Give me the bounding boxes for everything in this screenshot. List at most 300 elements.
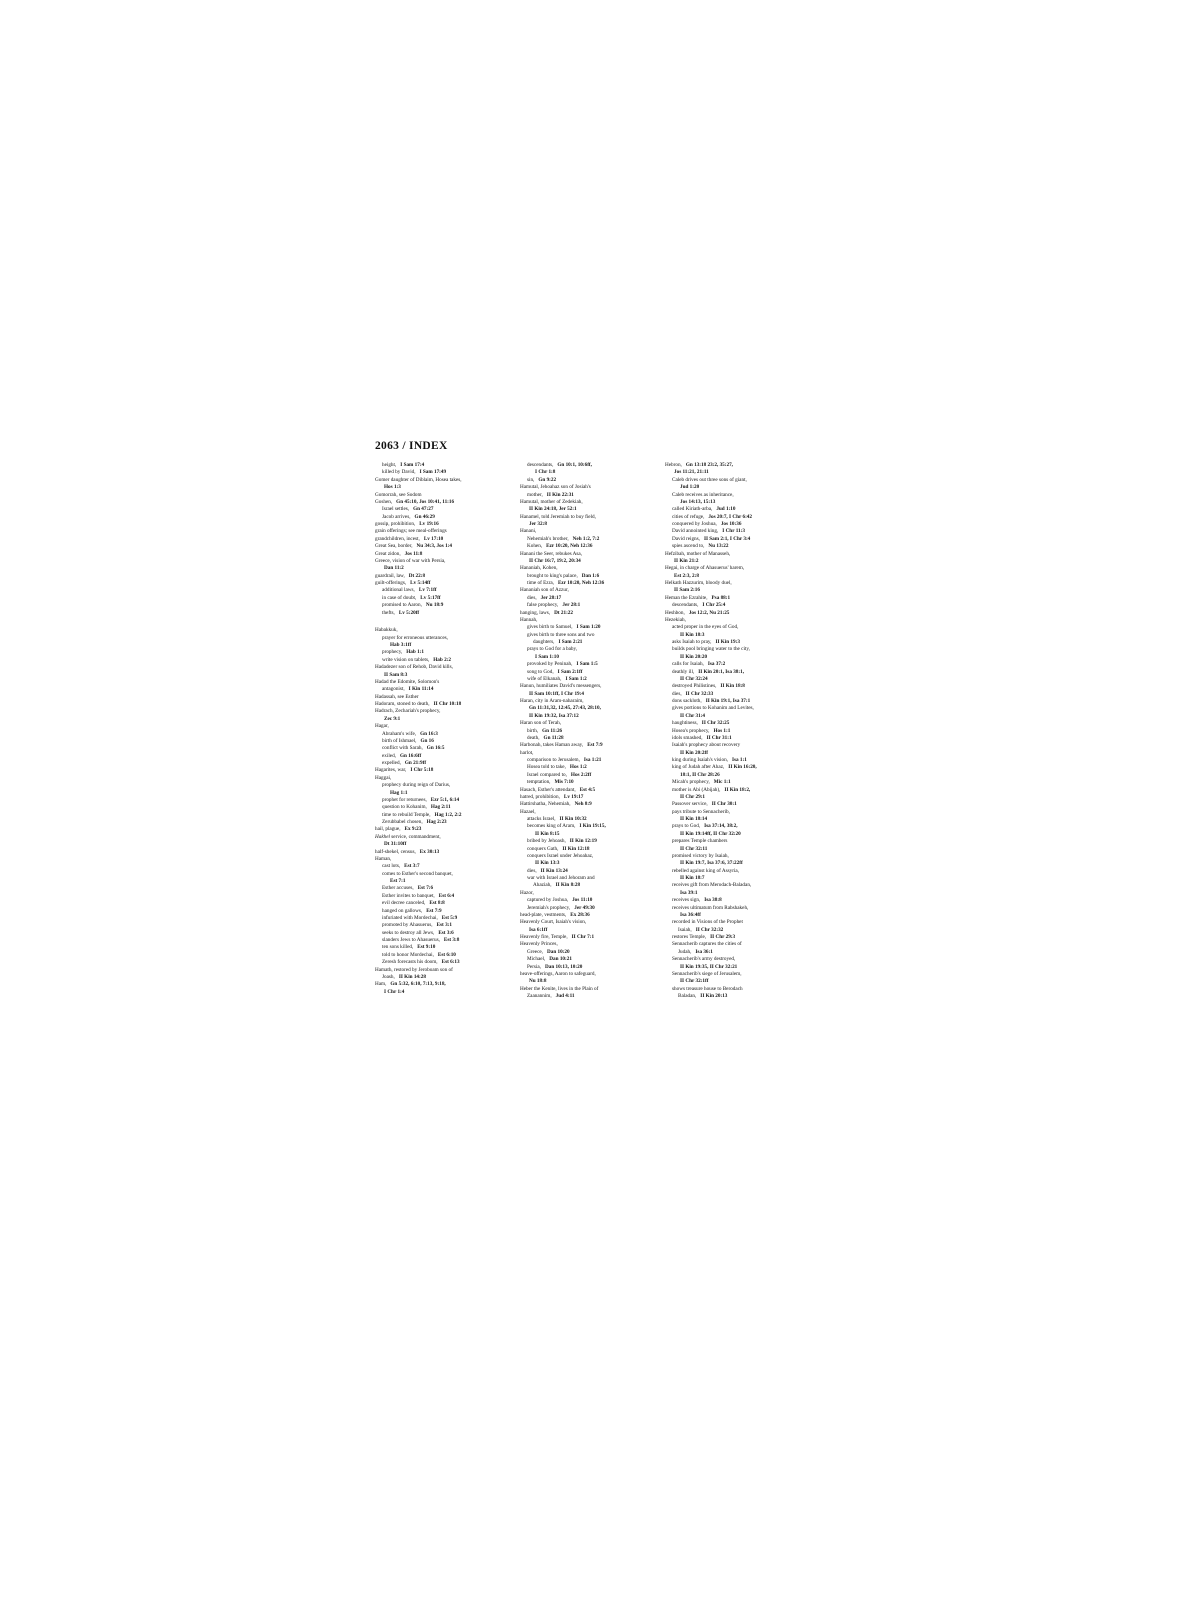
index-entry-reference: Est 6:4 [438, 892, 455, 899]
index-entry-reference: I Kin 19:15, [579, 823, 606, 830]
index-entry [665, 927, 800, 934]
index-entry-text: Hefzibah, mother of Manasseh, [665, 550, 731, 557]
index-entry-reference: Jos 20:7, I Chr 6:42 [708, 513, 752, 520]
index-entry-reference: Lv 5:14ff [410, 580, 431, 586]
index-entry-reference: II Kin 19:3 [715, 639, 740, 645]
index-entry-reference: Isa 36:1 [695, 948, 713, 955]
index-entry-reference: II Kin 20:2ff [680, 749, 708, 756]
index-entry-text: infuriated with Mordechai, [382, 914, 438, 921]
index-entry [375, 469, 510, 476]
index-entry-text: descendants, [672, 602, 699, 609]
index-entry [665, 890, 800, 897]
index-entry [375, 797, 510, 804]
index-column-2 [520, 462, 655, 1000]
index-entry [665, 536, 800, 543]
index-entry [375, 878, 510, 885]
index-entry-reference: Gn 11:26 [542, 727, 563, 734]
index-entry-text: Hanamel, told Jeremiah to buy field, [520, 513, 596, 520]
index-entry-text: haughtiness, [672, 720, 698, 727]
index-entry-reference: Ezr 5:1, 6:14 [430, 796, 460, 803]
index-entry-text: Helkath Hazzurim, bloody duel, [665, 580, 732, 586]
index-entry [520, 587, 655, 594]
index-entry-text: Hananiah, Kohen, [520, 565, 558, 572]
index-entry-text: mother, [527, 491, 543, 498]
index-entry [520, 971, 655, 978]
index-entry [520, 728, 655, 735]
index-entry [520, 735, 655, 742]
index-entry-reference: Gn 10:1, 10:6ff, [557, 462, 592, 468]
index-entry [520, 484, 655, 491]
index-entry [520, 617, 655, 624]
index-entry-text: Hamath, restored by Jeroboam son of [375, 966, 453, 973]
index-entry [375, 790, 510, 797]
index-entry [375, 871, 510, 878]
index-entry-text: harlot, [520, 749, 534, 756]
index-entry [520, 764, 655, 771]
index-entry [665, 580, 800, 587]
index-entry-text: Hazael, [520, 808, 536, 815]
index-entry-reference: Ex 9:23 [404, 826, 422, 833]
index-entry-text: Sennacherib's army destroyed, [672, 956, 736, 963]
index-entry-reference: Jos 12:2, Nu 21:25 [688, 609, 730, 616]
index-entry-reference: Hag 1:2, 2:2 [434, 811, 462, 818]
index-entry [375, 900, 510, 907]
index-entry-reference: Nu 34:3, Jos 1:4 [416, 543, 452, 550]
index-entry-text: prays to God for a baby, [527, 646, 578, 653]
index-entry-text: captured by Joshua, [527, 897, 569, 904]
index-entry-reference: Dt 22:8 [408, 572, 426, 579]
index-entry [665, 469, 800, 476]
index-entry-text: gossip, prohibition, [375, 521, 416, 527]
index-entry-text: builds pool bringing water to the city, [672, 646, 750, 653]
index-entry-text: David annointed king, [672, 528, 719, 535]
index-entry [665, 735, 800, 742]
index-entry [665, 624, 800, 631]
index-entry-text: war with Israel and Jehoram and [527, 875, 595, 881]
index-entry-reference: Hos 1:1 [713, 727, 731, 734]
index-entry [375, 477, 510, 484]
index-entry-reference: II Kin 10:32 [559, 816, 587, 822]
index-entry-text: additional laws, [382, 587, 415, 594]
index-entry-reference: Lv 7:1ff [418, 587, 437, 594]
index-entry [375, 974, 510, 981]
index-entry [665, 632, 800, 639]
index-entry [665, 728, 800, 735]
index-entry [520, 492, 655, 499]
index-entry-reference: Zec 9:1 [384, 715, 401, 722]
index-entry-text: Hanani, [520, 528, 537, 535]
index-entry-reference: Nu 13:22 [708, 543, 729, 550]
index-entry [375, 937, 510, 944]
index-entry-text: Micah's prophecy, [672, 779, 710, 786]
index-entry [520, 897, 655, 904]
index-entry-reference: I Chr 1:8 [535, 469, 556, 476]
index-entry [375, 908, 510, 915]
index-entry-reference: II Kin 20:13 [700, 993, 728, 999]
index-entry [665, 764, 800, 771]
index-entry [665, 787, 800, 794]
index-entry [520, 927, 655, 934]
index-entry [665, 956, 800, 963]
index-entry-reference: I Sam 2:21 [558, 639, 583, 645]
index-entry-reference: II Kin 22:31 [546, 491, 574, 498]
index-entry [520, 964, 655, 971]
index-entry-text: half-shekel, census, [375, 848, 416, 855]
index-entry-text: rebelled against king of Assyria, [672, 867, 739, 874]
index-entry [665, 986, 800, 993]
index-entry-text: guilt-offerings, [375, 580, 407, 586]
index-entry [375, 602, 510, 609]
index-entry-reference: Gn 46:29 [414, 513, 435, 520]
index-entry-reference: II Chr 31:4 [680, 712, 705, 719]
index-entry-reference: II Chr 10:18 [433, 701, 462, 707]
index-entry [665, 492, 800, 499]
index-entry-text: daughters, [533, 639, 555, 645]
index-entry-text: receives gift from Merodach-Baladan, [672, 882, 752, 889]
index-entry-reference: Jos 10:36 [720, 521, 742, 527]
index-entry [520, 624, 655, 631]
index-entry [665, 905, 800, 912]
index-entry-reference: Dt 21:22 [554, 609, 573, 616]
index-entry-reference: Nu 18:8 [529, 978, 547, 985]
index-entry-reference: Hag 1:1 [390, 789, 408, 796]
index-entry [375, 782, 510, 789]
index-entry-text: Haggai, [375, 774, 392, 781]
index-entry-text: Hosea told to take, [527, 764, 566, 771]
index-entry-reference: Isa 1:21 [583, 757, 602, 763]
index-entry [665, 683, 800, 690]
index-entry [665, 971, 800, 978]
index-entry-text: time to rebuild Temple, [382, 811, 431, 818]
index-entry [665, 565, 800, 572]
index-entry-reference: II Kin 19:32, Isa 37:12 [529, 712, 579, 719]
index-entry [665, 514, 800, 521]
index-entry-text: conquers Israel under Jehoahaz, [527, 852, 594, 859]
index-entry-reference: Isa 38:8 [704, 897, 722, 904]
index-entry [665, 462, 800, 469]
index-entry-reference: II Kin 20:20 [680, 653, 708, 660]
index-entry [520, 986, 655, 993]
index-entry-text: Heavenly Court, Isaiah's vision, [520, 919, 587, 926]
index-entry [375, 893, 510, 900]
index-entry-reference: II Kin 19:35, II Chr 32:21 [680, 963, 738, 970]
index-entry-reference: Dan 10:20 [546, 948, 570, 955]
index-entry-text: Caleb receives as inheritance, [672, 491, 734, 498]
index-entry-text: Kohen, [527, 543, 543, 550]
index-entry [375, 558, 510, 565]
index-entry-text: Heber the Kenite, lives in the Plain of [520, 985, 599, 992]
index-entry [520, 750, 655, 757]
index-entry-reference: Jer 28:17 [540, 594, 562, 601]
index-entry-reference: Hos 2:2ff [570, 771, 592, 778]
index-entry [520, 787, 655, 794]
index-entry-text: Hegai, in charge of Ahasuerus' harem, [665, 565, 745, 572]
index-entry-reference: II Kin 13:24 [540, 867, 568, 874]
index-entry [375, 573, 510, 580]
index-entry-reference: Dan 10:21 [549, 956, 572, 963]
index-entry-reference: II Kin 19:7, Isa 37:6, 37:22ff [680, 860, 743, 867]
index-entry-text: cast lots, [382, 863, 401, 870]
index-entry [375, 753, 510, 760]
index-entry-reference: Hag 2:11 [430, 804, 451, 811]
index-entry-text: Hannah, [520, 616, 538, 623]
index-entry-reference: II Kin 19:1, Isa 37:1 [705, 698, 751, 704]
index-entry [520, 573, 655, 580]
index-entry-text: Zeresh forecasts his doom, [382, 959, 438, 966]
index-entry-text: attacks Israel, [527, 816, 556, 822]
index-entry-text: conflict with Sarah, [382, 745, 423, 752]
index-entry [375, 716, 510, 723]
index-entry [375, 679, 510, 686]
index-entry-text: Esther invites to banquet, [382, 892, 435, 899]
index-entry [520, 846, 655, 853]
index-entry [520, 853, 655, 860]
index-entry-reference: II Kin 12:18 [562, 845, 590, 852]
index-entry-reference: Est 2:3, 2:8 [674, 572, 699, 579]
index-entry-text: time of Ezra, [527, 580, 554, 586]
index-entry-reference: Ex 30:13 [419, 848, 440, 855]
index-entry-text: calls for Isaiah, [672, 661, 704, 668]
index-entry [665, 506, 800, 513]
index-entry [520, 919, 655, 926]
index-entry-reference: Jud 1:10 [716, 506, 736, 513]
index-entry [375, 804, 510, 811]
index-entry-reference: Jos 14:13, 15:13 [680, 498, 716, 505]
index-entry [665, 639, 800, 646]
index-entry-text: conquered by Joshua, [672, 521, 717, 527]
index-entry [520, 801, 655, 808]
index-entry [665, 838, 800, 845]
index-entry-reference: Mic 1:1 [713, 779, 731, 786]
index-entry-text: Great zidon, [375, 550, 401, 557]
index-entry-text: Isaiah's prophecy about recovery [672, 742, 741, 749]
index-entry-reference: II Kin 12:19 [569, 838, 597, 845]
index-entry-text: spies ascend to, [672, 543, 705, 550]
index-entry-text: Greece, vision of war with Persia, [375, 557, 446, 564]
index-entry-reference: II Chr 32:1ff [680, 978, 709, 985]
index-entry-text: bribed by Jehoash, [527, 838, 566, 845]
index-entry-text: grain offerings; see meal-offerings [375, 528, 447, 535]
index-entry-text: Persia, [527, 963, 541, 970]
index-entry-reference: Est 3:7 [404, 863, 420, 870]
index-entry-text: comparison to Jerusalem, [527, 757, 580, 763]
index-entry [520, 610, 655, 617]
index-entry-text: gives birth to three sons and two [527, 631, 595, 638]
index-entry [375, 849, 510, 856]
index-entry-reference: I Sam 1:5 [576, 661, 598, 668]
index-entry [520, 469, 655, 476]
index-entry-text: Isaiah, [678, 926, 692, 933]
index-entry-reference: II Sam 10:1ff, I Chr 19:4 [529, 690, 584, 697]
index-entry-reference: Gn 47:27 [413, 506, 434, 513]
index-entry [520, 868, 655, 875]
index-entry [520, 956, 655, 963]
index-entry-text: Goshen, [375, 498, 393, 505]
index-entry [375, 915, 510, 922]
index-entry-text: Baladan, [678, 993, 697, 999]
index-entry-text: hanging, laws, [520, 609, 551, 616]
index-entry [520, 831, 655, 838]
index-entry-reference: II Chr 16:7, 19:2, 20:34 [529, 557, 581, 564]
index-entry [520, 551, 655, 558]
index-entry-text: Hamutal, Jehoahaz son of Josiah's [520, 484, 591, 491]
index-entry [520, 794, 655, 801]
index-entry-text: Hadoram, stoned to death, [375, 701, 430, 707]
index-entry-reference: Est 3:6 [438, 929, 454, 936]
index-entry [520, 890, 655, 897]
index-entry [665, 602, 800, 609]
index-entry-reference: Isa 39:1 [680, 889, 698, 896]
index-entry-reference: Est 6:10 [437, 951, 456, 958]
index-entry-text: heave-offerings, Aaron to safeguard, [520, 970, 596, 977]
index-entry-reference: II Chr 32:32 [695, 926, 724, 933]
index-entry-text: restores Temple, [672, 934, 707, 940]
index-entry [665, 772, 800, 779]
index-entry-text: slanders Jews to Ahasuerus, [382, 937, 440, 943]
index-entry-reference: Gn 5:32, 6:10, 7:13, 9:18, [390, 981, 446, 988]
index-entry-text: Harbonah, takes Haman away, [520, 742, 584, 749]
index-entry-text: Habakkuk, [375, 627, 398, 634]
index-entry [665, 587, 800, 594]
index-entry-text: guardrail, law, [375, 572, 405, 579]
index-entry-reference: Gn 16:6ff [399, 752, 422, 759]
index-entry [665, 669, 800, 676]
index-entry-reference: Psa 88:1 [711, 594, 731, 601]
index-entry-reference: I Chr 11:3 [722, 528, 745, 535]
index-entry-reference: I Kin 11:14 [408, 686, 434, 693]
index-entry [665, 477, 800, 484]
index-entry [375, 672, 510, 679]
index-entry [375, 981, 510, 988]
index-entry-text: Michael, [527, 956, 546, 963]
index-entry [665, 713, 800, 720]
index-entry [665, 949, 800, 956]
index-entry [520, 742, 655, 749]
index-entry-reference: II Chr 29:1 [680, 793, 705, 800]
index-entry-text: Abraham's wife, [382, 730, 417, 737]
index-entry [375, 649, 510, 656]
index-entry [375, 642, 510, 649]
index-entry-text: evil decree canceled, [382, 900, 426, 907]
index-entry [520, 934, 655, 941]
index-entry-text: exiled, [382, 752, 396, 759]
index-entry [520, 809, 655, 816]
index-entry [520, 558, 655, 565]
index-entry [520, 705, 655, 712]
index-entry-reference: Dan 11:2 [384, 565, 404, 572]
index-entry-text: Hamutal, mother of Zedekiah, [520, 498, 583, 505]
index-entry-text: destroyed Philistines, [672, 683, 717, 690]
index-entry [665, 823, 800, 830]
index-entry-reference: Jud 4:11 [555, 993, 575, 999]
index-entry-reference: II Chr 32:11 [680, 845, 708, 852]
index-entry [665, 779, 800, 786]
index-entry-text: Ahaziah, [533, 882, 552, 889]
index-entry [520, 838, 655, 845]
index-entry [520, 912, 655, 919]
index-entry-text: ten sons killed, [382, 944, 414, 951]
index-entry [665, 941, 800, 948]
index-entry-text: Israel settles, [382, 506, 410, 513]
index-entry-reference: Nu 18:9 [425, 602, 444, 609]
index-entry-reference: Hab 2:2 [433, 656, 451, 663]
index-entry-text: promoted by Ahasuerus, [382, 922, 433, 929]
index-entry-text: dies, [527, 867, 537, 874]
index-entry [375, 922, 510, 929]
index-entry-reference: II Sam 2:16 [674, 587, 700, 594]
index-column-3 [665, 462, 800, 1000]
index-entry-reference: I Sam 1:10 [535, 653, 559, 660]
index-entry-text: Hagar, [375, 723, 389, 730]
index-entry-reference: Hos 1:3 [384, 484, 401, 491]
index-entry-text: write vision on tablets, [382, 656, 430, 663]
index-entry-text: Esther accuses, [382, 885, 414, 892]
index-entry-reference: II Kin 24:18, Jer 52:1 [529, 506, 577, 513]
index-entry [375, 610, 510, 617]
index-entry-text: dies, [527, 594, 537, 601]
index-entry-text: Haran son of Terah, [520, 720, 562, 727]
index-entry [375, 492, 510, 499]
index-entry [375, 767, 510, 774]
index-entry-reference: Jer 49:30 [574, 904, 595, 911]
index-entry-reference: Gn 11:31,32, 12:45, 27:43, 28:10, [529, 705, 601, 712]
index-entry-reference: II Chr 29:3 [710, 934, 736, 940]
index-entry-text: Zaanannim, [527, 993, 552, 999]
index-entry-reference: Hos 1:2 [569, 764, 587, 771]
index-entry-text: recorded in Visions of the Prophet [672, 919, 743, 926]
index-entry-text: promised victory by Isaiah, [672, 852, 729, 859]
index-entry [375, 565, 510, 572]
index-entry-text: Hadad the Edomite, Solomon's [375, 678, 440, 685]
index-entry [520, 462, 655, 469]
index-entry-reference: Ezr 10:20, Neh 12:36 [546, 543, 593, 550]
index-entry-text: descendants, [527, 462, 554, 468]
index-entry [520, 757, 655, 764]
index-entry [520, 669, 655, 676]
index-entry [520, 905, 655, 912]
index-entry-reference: Hab 3:1ff [390, 642, 412, 648]
index-entry-text: Hanani the Seer, rebukes Asa, [520, 550, 583, 557]
index-entry-reference: I Chr 5:18 [410, 767, 434, 774]
index-entry-text: Great Sea, border, [375, 543, 413, 550]
index-entry [665, 521, 800, 528]
index-entry-reference: Jer 28:1 [562, 602, 581, 609]
index-entry-reference: Est 7:9 [587, 742, 603, 749]
index-entry-reference: Lv 5:20ff [398, 609, 420, 616]
index-entry-text: provoked by Peninah, [527, 661, 573, 668]
index-entry-reference: Gn 16:5 [426, 745, 445, 752]
index-entry-text: dies, [672, 690, 682, 697]
index-entry-text: antagonist, [382, 686, 405, 693]
index-entry-reference: Est 7:6 [417, 885, 434, 892]
index-entry [375, 930, 510, 937]
index-entry [520, 521, 655, 528]
index-entry-text: Hanun, humiliates David's messengers, [520, 683, 602, 690]
index-entry-reference: Jos 11:8 [404, 550, 423, 557]
index-entry-text: false prophecy, [527, 602, 559, 609]
index-entry-text: prayer for erroneous utterances, [382, 634, 448, 641]
index-entry-reference: Hab 1:1 [406, 649, 424, 656]
index-entry [520, 676, 655, 683]
index-entry-reference: II Kin 20:1, Isa 38:1, [698, 668, 745, 675]
index-entry-reference: II Chr 32:24 [680, 675, 708, 682]
index-entry [375, 989, 510, 996]
index-entry-reference: II Chr 30:1 [711, 801, 737, 808]
index-entry [520, 514, 655, 521]
index-entry-reference: I Chr 25:4 [702, 602, 726, 609]
index-entry-reference: I Sam 2:1ff [557, 668, 583, 675]
index-entry-reference: II Kin 18:2, [724, 786, 751, 793]
